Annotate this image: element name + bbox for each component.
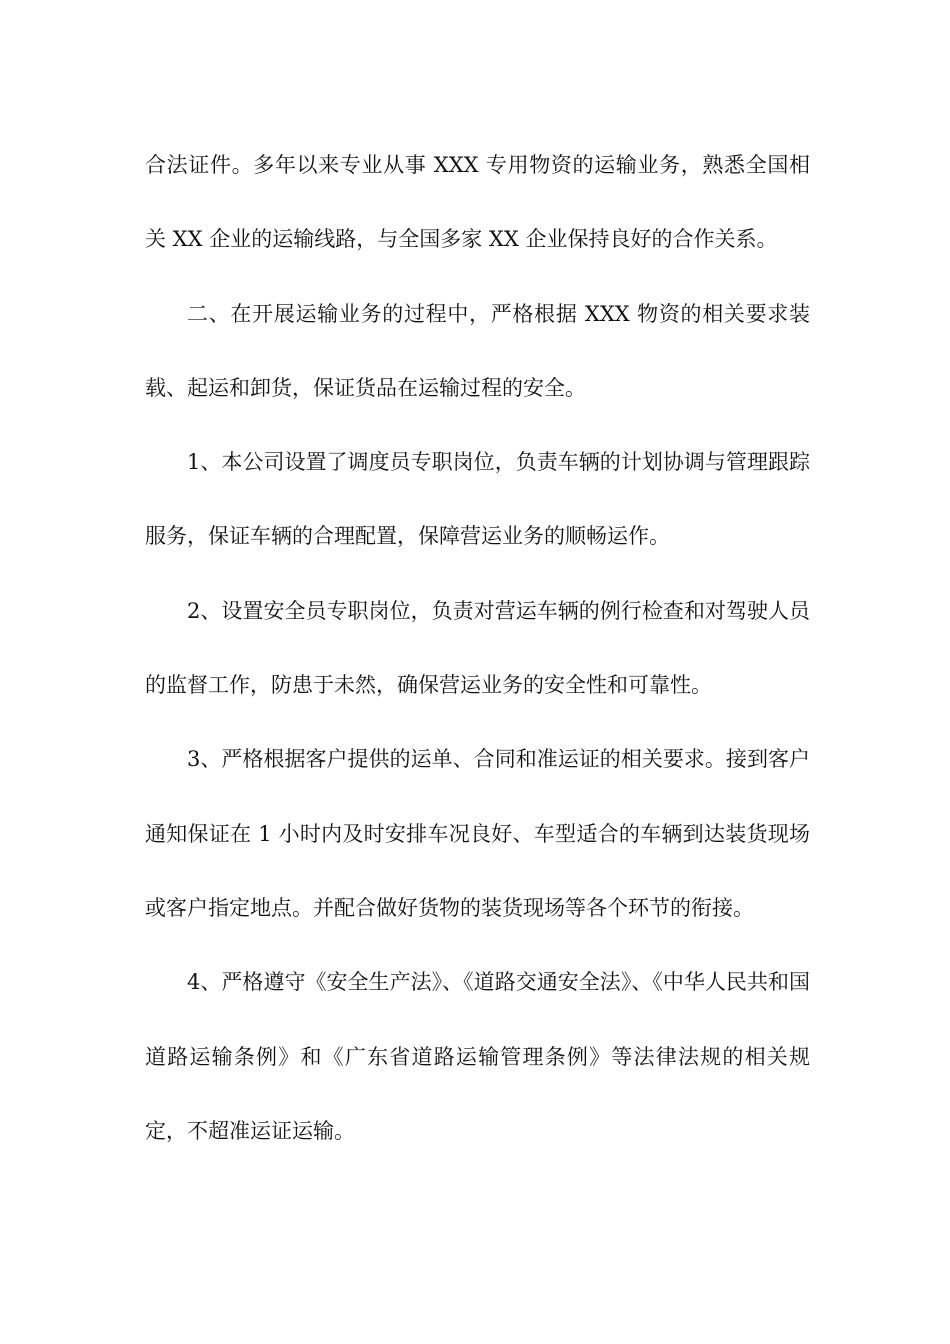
paragraph-item-4: 4、严格遵守《安全生产法》、《道路交通安全法》、《中华人民共和国道路运输条例》和《广东省道路运输管理条例》等法律法规的相关规定，不超准运证运输。 [145, 970, 810, 1143]
paragraph-continuation: 合法证件。多年以来专业从事 XXX 专用物资的运输业务，熟悉全国相关 XX 企业的运输线路，与全国多家 XX 企业保持良好的合作关系。 [145, 153, 810, 252]
document-body [145, 128, 810, 1168]
paragraph-section-two: 二、在开展运输业务的过程中，严格根据 XXX 物资的相关要求装载、起运和卸货，保证货品在运输过程的安全。 [145, 301, 810, 400]
paragraph-item-1: 1、本公司设置了调度员专职岗位，负责车辆的计划协调与管理跟踪服务，保证车辆的合理配置，保障营运业务的顺畅运作。 [145, 450, 810, 549]
paragraph-item-2: 2、设置安全员专职岗位，负责对营运车辆的例行检查和对驾驶人员的监督工作，防患于未然，确保营运业务的安全性和可靠性。 [145, 598, 810, 698]
paragraph-item-3: 3、严格根据客户提供的运单、合同和准运证的相关要求。接到客户通知保证在 1 小时内及时安排车况良好、车型适合的车辆到达装货现场或客户指定地点。并配合做好货物的装货现场等各个环节的衔接。 [145, 747, 810, 920]
